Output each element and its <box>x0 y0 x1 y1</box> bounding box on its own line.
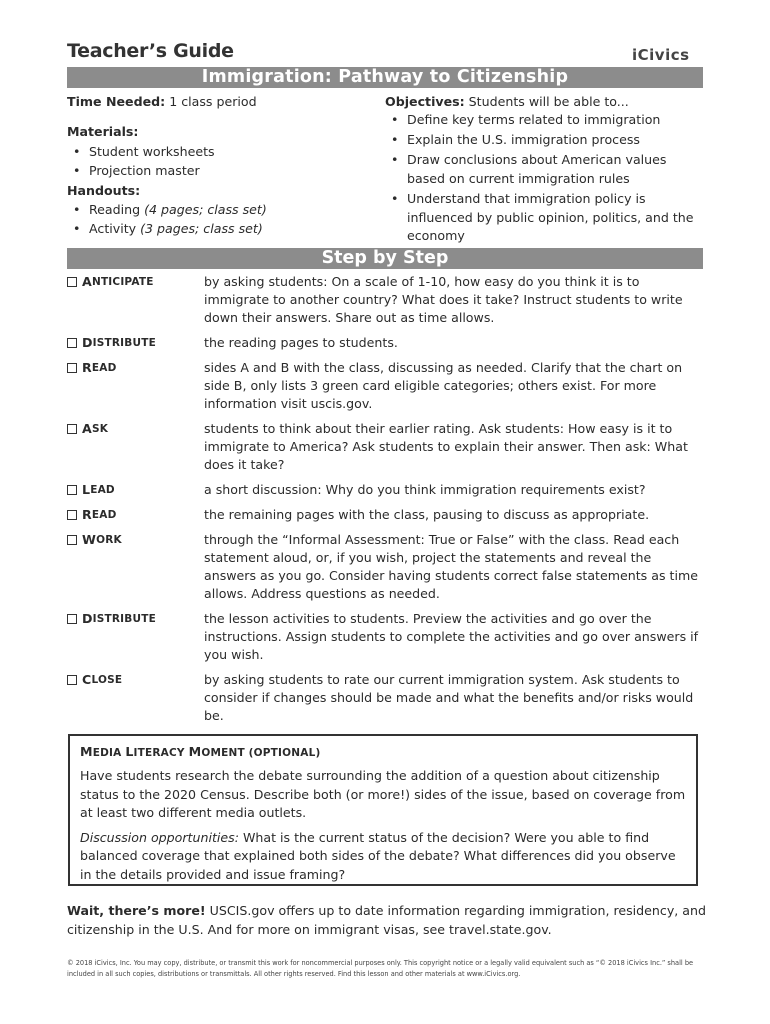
overview-left-column <box>67 92 367 239</box>
checkbox-icon <box>67 424 77 434</box>
wait-theres-more: Wait, there’s more! USCIS.gov offers up to date information regarding immigration, residency, and citizenship in the U.S. And for more on immigrant visas, see travel.state.gov. <box>67 903 706 937</box>
step-work: W ORK through the “Informal Assessment: True or False” with the class. Read each statement aloud, or, if you wish, project the statements and reveal the answers as you go. Consider having students correct false statements as time allows. Address questions as needed. <box>67 531 707 603</box>
step-read-sides: R EAD sides A and B with the class, discussing as needed. Clarify that the chart on side B, only lists 3 green card eligible categories; others exist. For more information visit uscis.gov. <box>67 359 707 413</box>
guide-title: Teacher’s Guide <box>67 40 234 62</box>
objectives-column <box>385 92 705 247</box>
lesson-title: Immigration: Pathway to Citizenship <box>67 67 703 88</box>
step-lead: L EAD a short discussion: Why do you think immigration requirements exist? <box>67 481 707 499</box>
step-distribute-reading: D ISTRIBUTE the reading pages to students. <box>67 334 707 352</box>
icivics-logo: iCivics <box>632 46 690 64</box>
copyright-footer: © 2018 iCivics, Inc. You may copy, distribute, or transmit this work for noncommercial purposes only. This copyright notice or a legally valid equivalent such as “© 2018 iCivics Inc.” shall be included in all such copies, distributions or transmittals. All other rights reserved. Find this lesson and other materials at www.iCivics.org. <box>67 959 694 978</box>
list-item: • Reading (4 pages; class set) <box>67 200 367 219</box>
list-item: • Activity (3 pages; class set) <box>67 219 367 238</box>
handouts-list <box>67 200 367 239</box>
step-distribute-activities: D ISTRIBUTE the lesson activities to students. Preview the activities and go over the instructions. Assign students to complete the activities and go over answers if you wish. <box>67 610 707 664</box>
list-item: • Student worksheets <box>67 142 367 161</box>
checkbox-icon <box>67 535 77 545</box>
step-ask: A SK students to think about their earlier rating. Ask students: How easy is it to immigrate to America? Ask students to explain their answer. Then ask: What does it take? <box>67 420 707 474</box>
list-item: • Define key terms related to immigration <box>385 111 705 130</box>
checkbox-icon <box>67 614 77 624</box>
media-literacy-paragraph: Have students research the debate surrounding the addition of a question about citizenship status to the 2020 Census. Describe both (or more!) sides of the issue, based on coverage from at least two different media outlets. <box>80 768 686 820</box>
objectives-list <box>385 111 705 245</box>
steps-list <box>67 273 707 732</box>
step-anticipate: A NTICIPATE by asking students: On a scale of 1-10, how easy do you think it is to immigrate to another country? What does it take? Instruct students to write down their answers. Share out as time allows. <box>67 273 707 327</box>
checkbox-icon <box>67 485 77 495</box>
checkbox-icon <box>67 510 77 520</box>
checkbox-icon <box>67 338 77 348</box>
list-item: • Understand that immigration policy is influenced by public opinion, politics, and the economy <box>385 190 705 246</box>
step-read-remaining: R EAD the remaining pages with the class, pausing to discuss as appropriate. <box>67 506 707 524</box>
list-item: • Draw conclusions about American values based on current immigration rules <box>385 151 705 188</box>
list-item: • Explain the U.S. immigration process <box>385 131 705 150</box>
checkbox-icon <box>67 675 77 685</box>
objectives-heading: Objectives: Students will be able to... <box>385 94 629 109</box>
media-literacy-box <box>68 734 698 886</box>
checkbox-icon <box>67 277 77 287</box>
discussion-paragraph: Discussion opportunities: What is the current status of the decision? Were you able to find balanced coverage that explained both sides of the debate? What differences did you observe in the details provided and issue framing? <box>80 829 676 882</box>
step-close: C LOSE by asking students to rate our current immigration system. Ask students to consider if changes should be made and what the benefits and/or risks would be. <box>67 671 707 725</box>
materials-list <box>67 142 367 181</box>
media-literacy-title: MEDIA LITERACY MOMENT (OPTIONAL) <box>80 744 321 759</box>
step-by-step-heading: Step by Step <box>67 248 703 269</box>
handouts-label: Handouts: <box>67 182 141 198</box>
materials-label: Materials: <box>67 124 139 140</box>
checkbox-icon <box>67 363 77 373</box>
list-item: • Projection master <box>67 161 367 180</box>
time-needed: Time Needed: 1 class period <box>67 94 257 109</box>
